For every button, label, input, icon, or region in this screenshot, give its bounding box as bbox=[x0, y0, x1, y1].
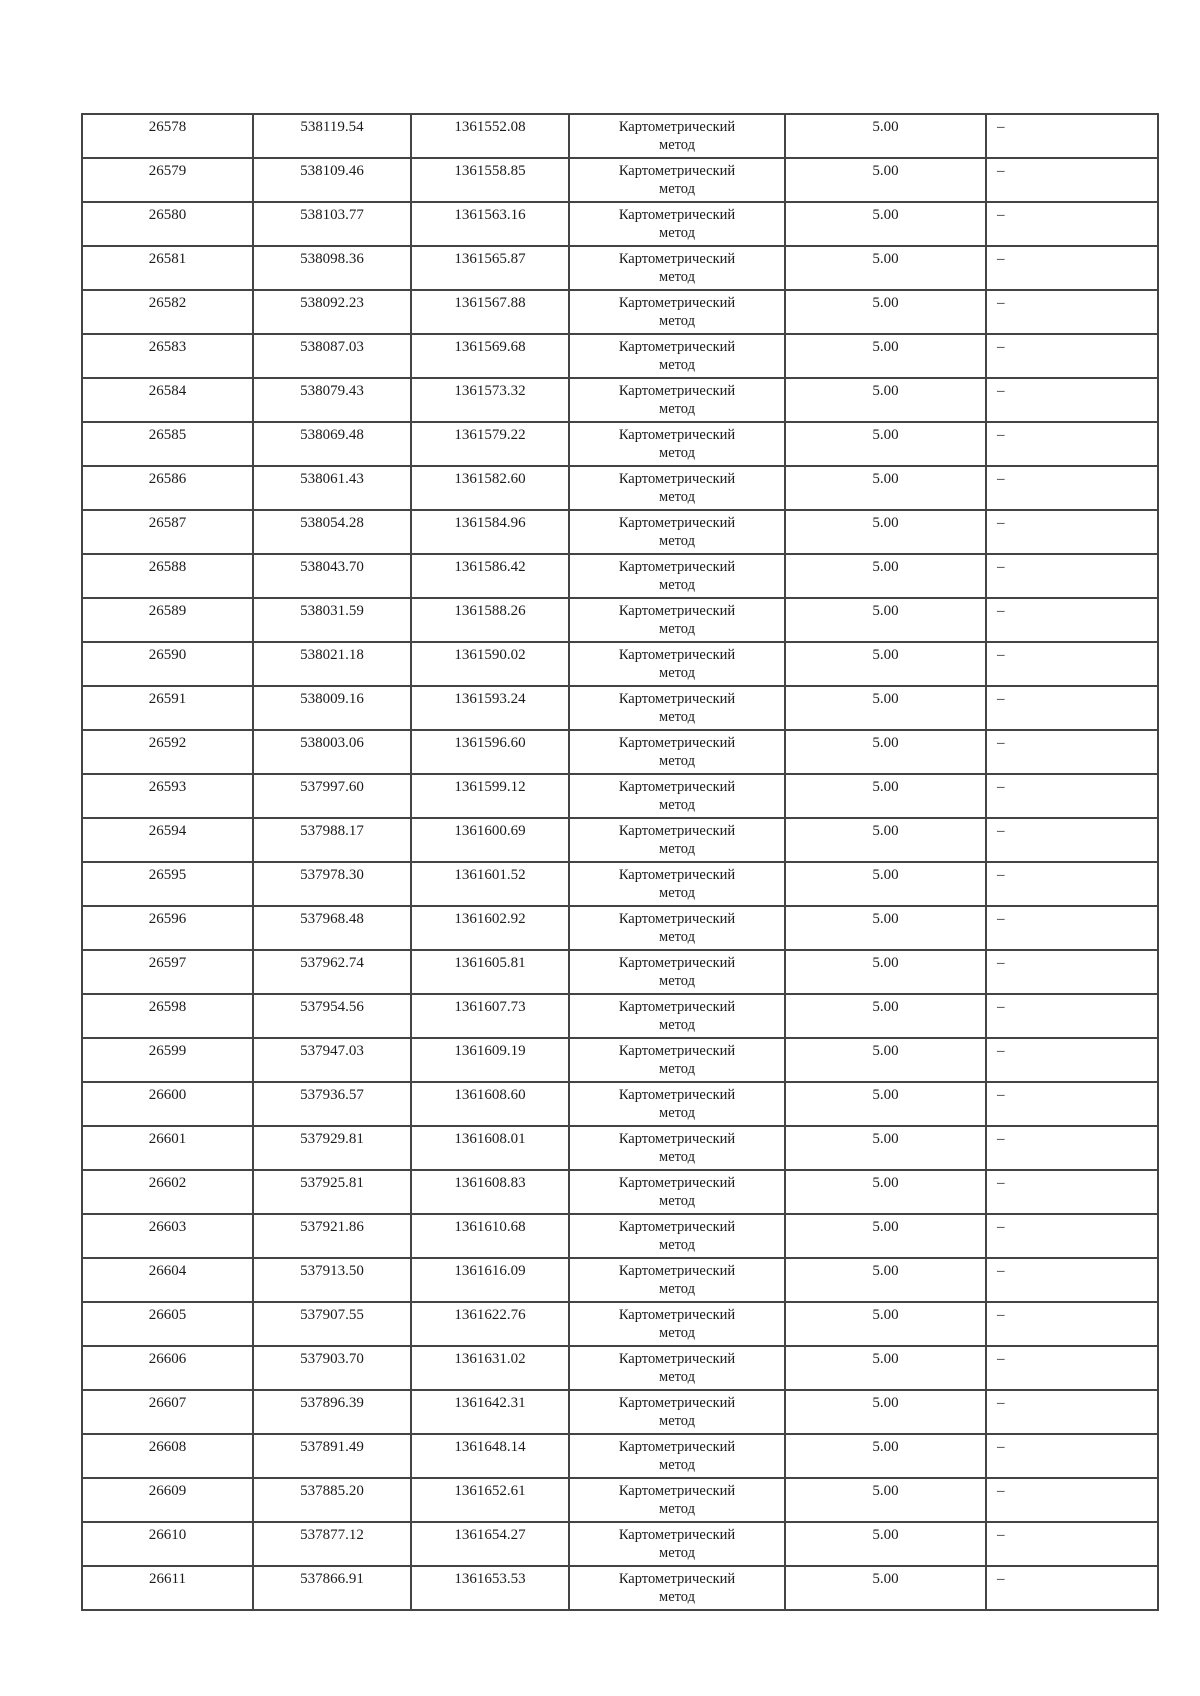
method-cell: Картометрический метод bbox=[569, 422, 785, 466]
table-row bbox=[82, 1302, 1158, 1346]
method-cell: Картометрический метод bbox=[569, 1522, 785, 1566]
table-row bbox=[82, 686, 1158, 730]
method-cell: Картометрический метод bbox=[569, 378, 785, 422]
point-number-cell: 26581 bbox=[82, 246, 253, 290]
error-value-cell: 5.00 bbox=[785, 774, 986, 818]
x-coordinate-cell: 537968.48 bbox=[253, 906, 411, 950]
method-cell: Картометрический метод bbox=[569, 950, 785, 994]
note-cell: – bbox=[986, 378, 1158, 422]
y-coordinate-cell: 1361573.32 bbox=[411, 378, 569, 422]
x-coordinate-cell: 537929.81 bbox=[253, 1126, 411, 1170]
table-row bbox=[82, 1478, 1158, 1522]
error-value-cell: 5.00 bbox=[785, 1522, 986, 1566]
table-row bbox=[82, 290, 1158, 334]
method-cell: Картометрический метод bbox=[569, 1434, 785, 1478]
error-value-cell: 5.00 bbox=[785, 114, 986, 158]
note-cell: – bbox=[986, 1390, 1158, 1434]
method-cell: Картометрический метод bbox=[569, 1302, 785, 1346]
error-value-cell: 5.00 bbox=[785, 1478, 986, 1522]
table-row bbox=[82, 1082, 1158, 1126]
note-cell: – bbox=[986, 1522, 1158, 1566]
y-coordinate-cell: 1361601.52 bbox=[411, 862, 569, 906]
table-row bbox=[82, 378, 1158, 422]
method-cell: Картометрический метод bbox=[569, 1346, 785, 1390]
y-coordinate-cell: 1361622.76 bbox=[411, 1302, 569, 1346]
y-coordinate-cell: 1361593.24 bbox=[411, 686, 569, 730]
y-coordinate-cell: 1361600.69 bbox=[411, 818, 569, 862]
point-number-cell: 26596 bbox=[82, 906, 253, 950]
note-cell: – bbox=[986, 1434, 1158, 1478]
method-cell: Картометрический метод bbox=[569, 334, 785, 378]
note-cell: – bbox=[986, 774, 1158, 818]
x-coordinate-cell: 538021.18 bbox=[253, 642, 411, 686]
note-cell: – bbox=[986, 1214, 1158, 1258]
point-number-cell: 26604 bbox=[82, 1258, 253, 1302]
x-coordinate-cell: 538087.03 bbox=[253, 334, 411, 378]
y-coordinate-cell: 1361582.60 bbox=[411, 466, 569, 510]
x-coordinate-cell: 538069.48 bbox=[253, 422, 411, 466]
method-cell: Картометрический метод bbox=[569, 774, 785, 818]
note-cell: – bbox=[986, 1170, 1158, 1214]
y-coordinate-cell: 1361642.31 bbox=[411, 1390, 569, 1434]
y-coordinate-cell: 1361596.60 bbox=[411, 730, 569, 774]
x-coordinate-cell: 537954.56 bbox=[253, 994, 411, 1038]
error-value-cell: 5.00 bbox=[785, 598, 986, 642]
y-coordinate-cell: 1361608.01 bbox=[411, 1126, 569, 1170]
point-number-cell: 26587 bbox=[82, 510, 253, 554]
note-cell: – bbox=[986, 554, 1158, 598]
point-number-cell: 26590 bbox=[82, 642, 253, 686]
x-coordinate-cell: 537962.74 bbox=[253, 950, 411, 994]
coordinates-table-body bbox=[82, 114, 1158, 1610]
y-coordinate-cell: 1361588.26 bbox=[411, 598, 569, 642]
error-value-cell: 5.00 bbox=[785, 1346, 986, 1390]
y-coordinate-cell: 1361607.73 bbox=[411, 994, 569, 1038]
method-cell: Картометрический метод bbox=[569, 906, 785, 950]
table-row bbox=[82, 1126, 1158, 1170]
x-coordinate-cell: 537978.30 bbox=[253, 862, 411, 906]
note-cell: – bbox=[986, 290, 1158, 334]
note-cell: – bbox=[986, 642, 1158, 686]
table-row bbox=[82, 774, 1158, 818]
x-coordinate-cell: 537866.91 bbox=[253, 1566, 411, 1610]
method-cell: Картометрический метод bbox=[569, 686, 785, 730]
note-cell: – bbox=[986, 510, 1158, 554]
table-row bbox=[82, 510, 1158, 554]
x-coordinate-cell: 538043.70 bbox=[253, 554, 411, 598]
x-coordinate-cell: 537913.50 bbox=[253, 1258, 411, 1302]
point-number-cell: 26594 bbox=[82, 818, 253, 862]
note-cell: – bbox=[986, 818, 1158, 862]
error-value-cell: 5.00 bbox=[785, 1170, 986, 1214]
x-coordinate-cell: 538098.36 bbox=[253, 246, 411, 290]
method-cell: Картометрический метод bbox=[569, 598, 785, 642]
method-cell: Картометрический метод bbox=[569, 730, 785, 774]
table-row bbox=[82, 818, 1158, 862]
x-coordinate-cell: 537997.60 bbox=[253, 774, 411, 818]
note-cell: – bbox=[986, 1346, 1158, 1390]
y-coordinate-cell: 1361653.53 bbox=[411, 1566, 569, 1610]
point-number-cell: 26599 bbox=[82, 1038, 253, 1082]
y-coordinate-cell: 1361558.85 bbox=[411, 158, 569, 202]
x-coordinate-cell: 538092.23 bbox=[253, 290, 411, 334]
error-value-cell: 5.00 bbox=[785, 686, 986, 730]
point-number-cell: 26586 bbox=[82, 466, 253, 510]
table-row bbox=[82, 642, 1158, 686]
point-number-cell: 26603 bbox=[82, 1214, 253, 1258]
y-coordinate-cell: 1361609.19 bbox=[411, 1038, 569, 1082]
error-value-cell: 5.00 bbox=[785, 290, 986, 334]
table-row bbox=[82, 1170, 1158, 1214]
x-coordinate-cell: 537896.39 bbox=[253, 1390, 411, 1434]
method-cell: Картометрический метод bbox=[569, 1258, 785, 1302]
point-number-cell: 26580 bbox=[82, 202, 253, 246]
y-coordinate-cell: 1361590.02 bbox=[411, 642, 569, 686]
error-value-cell: 5.00 bbox=[785, 730, 986, 774]
point-number-cell: 26607 bbox=[82, 1390, 253, 1434]
y-coordinate-cell: 1361605.81 bbox=[411, 950, 569, 994]
error-value-cell: 5.00 bbox=[785, 554, 986, 598]
method-cell: Картометрический метод bbox=[569, 862, 785, 906]
note-cell: – bbox=[986, 1082, 1158, 1126]
error-value-cell: 5.00 bbox=[785, 1258, 986, 1302]
error-value-cell: 5.00 bbox=[785, 994, 986, 1038]
note-cell: – bbox=[986, 950, 1158, 994]
x-coordinate-cell: 537988.17 bbox=[253, 818, 411, 862]
method-cell: Картометрический метод bbox=[569, 1126, 785, 1170]
y-coordinate-cell: 1361599.12 bbox=[411, 774, 569, 818]
error-value-cell: 5.00 bbox=[785, 1082, 986, 1126]
method-cell: Картометрический метод bbox=[569, 202, 785, 246]
error-value-cell: 5.00 bbox=[785, 1390, 986, 1434]
x-coordinate-cell: 537921.86 bbox=[253, 1214, 411, 1258]
table-row bbox=[82, 1566, 1158, 1610]
note-cell: – bbox=[986, 730, 1158, 774]
x-coordinate-cell: 538003.06 bbox=[253, 730, 411, 774]
y-coordinate-cell: 1361567.88 bbox=[411, 290, 569, 334]
method-cell: Картометрический метод bbox=[569, 1038, 785, 1082]
y-coordinate-cell: 1361654.27 bbox=[411, 1522, 569, 1566]
method-cell: Картометрический метод bbox=[569, 1390, 785, 1434]
error-value-cell: 5.00 bbox=[785, 466, 986, 510]
method-cell: Картометрический метод bbox=[569, 642, 785, 686]
point-number-cell: 26591 bbox=[82, 686, 253, 730]
note-cell: – bbox=[986, 114, 1158, 158]
table-row bbox=[82, 466, 1158, 510]
method-cell: Картометрический метод bbox=[569, 554, 785, 598]
note-cell: – bbox=[986, 994, 1158, 1038]
table-row bbox=[82, 906, 1158, 950]
x-coordinate-cell: 538031.59 bbox=[253, 598, 411, 642]
method-cell: Картометрический метод bbox=[569, 158, 785, 202]
error-value-cell: 5.00 bbox=[785, 1038, 986, 1082]
x-coordinate-cell: 537891.49 bbox=[253, 1434, 411, 1478]
point-number-cell: 26579 bbox=[82, 158, 253, 202]
table-row bbox=[82, 1522, 1158, 1566]
table-row bbox=[82, 598, 1158, 642]
y-coordinate-cell: 1361552.08 bbox=[411, 114, 569, 158]
note-cell: – bbox=[986, 334, 1158, 378]
x-coordinate-cell: 537947.03 bbox=[253, 1038, 411, 1082]
x-coordinate-cell: 537885.20 bbox=[253, 1478, 411, 1522]
x-coordinate-cell: 538119.54 bbox=[253, 114, 411, 158]
table-row bbox=[82, 862, 1158, 906]
method-cell: Картометрический метод bbox=[569, 290, 785, 334]
note-cell: – bbox=[986, 1302, 1158, 1346]
note-cell: – bbox=[986, 1126, 1158, 1170]
method-cell: Картометрический метод bbox=[569, 246, 785, 290]
table-row bbox=[82, 246, 1158, 290]
note-cell: – bbox=[986, 862, 1158, 906]
error-value-cell: 5.00 bbox=[785, 158, 986, 202]
table-row bbox=[82, 730, 1158, 774]
y-coordinate-cell: 1361579.22 bbox=[411, 422, 569, 466]
x-coordinate-cell: 537903.70 bbox=[253, 1346, 411, 1390]
y-coordinate-cell: 1361610.68 bbox=[411, 1214, 569, 1258]
table-row bbox=[82, 158, 1158, 202]
point-number-cell: 26584 bbox=[82, 378, 253, 422]
y-coordinate-cell: 1361608.83 bbox=[411, 1170, 569, 1214]
error-value-cell: 5.00 bbox=[785, 422, 986, 466]
method-cell: Картометрический метод bbox=[569, 818, 785, 862]
x-coordinate-cell: 538109.46 bbox=[253, 158, 411, 202]
point-number-cell: 26589 bbox=[82, 598, 253, 642]
table-row bbox=[82, 1038, 1158, 1082]
note-cell: – bbox=[986, 202, 1158, 246]
point-number-cell: 26601 bbox=[82, 1126, 253, 1170]
point-number-cell: 26583 bbox=[82, 334, 253, 378]
note-cell: – bbox=[986, 466, 1158, 510]
table-row bbox=[82, 1434, 1158, 1478]
point-number-cell: 26610 bbox=[82, 1522, 253, 1566]
table-row bbox=[82, 422, 1158, 466]
x-coordinate-cell: 537925.81 bbox=[253, 1170, 411, 1214]
table-row bbox=[82, 950, 1158, 994]
y-coordinate-cell: 1361563.16 bbox=[411, 202, 569, 246]
point-number-cell: 26595 bbox=[82, 862, 253, 906]
x-coordinate-cell: 538054.28 bbox=[253, 510, 411, 554]
note-cell: – bbox=[986, 686, 1158, 730]
error-value-cell: 5.00 bbox=[785, 818, 986, 862]
y-coordinate-cell: 1361608.60 bbox=[411, 1082, 569, 1126]
point-number-cell: 26588 bbox=[82, 554, 253, 598]
note-cell: – bbox=[986, 598, 1158, 642]
x-coordinate-cell: 537936.57 bbox=[253, 1082, 411, 1126]
x-coordinate-cell: 538103.77 bbox=[253, 202, 411, 246]
coordinates-table bbox=[81, 113, 1159, 1611]
y-coordinate-cell: 1361616.09 bbox=[411, 1258, 569, 1302]
error-value-cell: 5.00 bbox=[785, 334, 986, 378]
method-cell: Картометрический метод bbox=[569, 114, 785, 158]
y-coordinate-cell: 1361569.68 bbox=[411, 334, 569, 378]
error-value-cell: 5.00 bbox=[785, 1566, 986, 1610]
error-value-cell: 5.00 bbox=[785, 642, 986, 686]
method-cell: Картометрический метод bbox=[569, 1170, 785, 1214]
point-number-cell: 26605 bbox=[82, 1302, 253, 1346]
method-cell: Картометрический метод bbox=[569, 510, 785, 554]
y-coordinate-cell: 1361631.02 bbox=[411, 1346, 569, 1390]
y-coordinate-cell: 1361565.87 bbox=[411, 246, 569, 290]
note-cell: – bbox=[986, 1038, 1158, 1082]
table-row bbox=[82, 1346, 1158, 1390]
error-value-cell: 5.00 bbox=[785, 1214, 986, 1258]
error-value-cell: 5.00 bbox=[785, 1434, 986, 1478]
error-value-cell: 5.00 bbox=[785, 906, 986, 950]
point-number-cell: 26609 bbox=[82, 1478, 253, 1522]
table-row bbox=[82, 1390, 1158, 1434]
point-number-cell: 26602 bbox=[82, 1170, 253, 1214]
note-cell: – bbox=[986, 1258, 1158, 1302]
error-value-cell: 5.00 bbox=[785, 950, 986, 994]
x-coordinate-cell: 537877.12 bbox=[253, 1522, 411, 1566]
error-value-cell: 5.00 bbox=[785, 378, 986, 422]
table-row bbox=[82, 334, 1158, 378]
method-cell: Картометрический метод bbox=[569, 466, 785, 510]
point-number-cell: 26608 bbox=[82, 1434, 253, 1478]
y-coordinate-cell: 1361602.92 bbox=[411, 906, 569, 950]
point-number-cell: 26606 bbox=[82, 1346, 253, 1390]
table-row bbox=[82, 1214, 1158, 1258]
y-coordinate-cell: 1361652.61 bbox=[411, 1478, 569, 1522]
x-coordinate-cell: 537907.55 bbox=[253, 1302, 411, 1346]
x-coordinate-cell: 538009.16 bbox=[253, 686, 411, 730]
point-number-cell: 26593 bbox=[82, 774, 253, 818]
point-number-cell: 26598 bbox=[82, 994, 253, 1038]
error-value-cell: 5.00 bbox=[785, 862, 986, 906]
table-row bbox=[82, 1258, 1158, 1302]
note-cell: – bbox=[986, 158, 1158, 202]
method-cell: Картометрический метод bbox=[569, 1214, 785, 1258]
y-coordinate-cell: 1361584.96 bbox=[411, 510, 569, 554]
note-cell: – bbox=[986, 906, 1158, 950]
method-cell: Картометрический метод bbox=[569, 994, 785, 1038]
table-row bbox=[82, 994, 1158, 1038]
note-cell: – bbox=[986, 246, 1158, 290]
error-value-cell: 5.00 bbox=[785, 246, 986, 290]
table-row bbox=[82, 114, 1158, 158]
table-row bbox=[82, 202, 1158, 246]
note-cell: – bbox=[986, 422, 1158, 466]
point-number-cell: 26585 bbox=[82, 422, 253, 466]
x-coordinate-cell: 538079.43 bbox=[253, 378, 411, 422]
note-cell: – bbox=[986, 1478, 1158, 1522]
point-number-cell: 26592 bbox=[82, 730, 253, 774]
error-value-cell: 5.00 bbox=[785, 1302, 986, 1346]
error-value-cell: 5.00 bbox=[785, 202, 986, 246]
y-coordinate-cell: 1361586.42 bbox=[411, 554, 569, 598]
method-cell: Картометрический метод bbox=[569, 1566, 785, 1610]
point-number-cell: 26582 bbox=[82, 290, 253, 334]
point-number-cell: 26578 bbox=[82, 114, 253, 158]
y-coordinate-cell: 1361648.14 bbox=[411, 1434, 569, 1478]
error-value-cell: 5.00 bbox=[785, 510, 986, 554]
point-number-cell: 26600 bbox=[82, 1082, 253, 1126]
table-row bbox=[82, 554, 1158, 598]
error-value-cell: 5.00 bbox=[785, 1126, 986, 1170]
x-coordinate-cell: 538061.43 bbox=[253, 466, 411, 510]
method-cell: Картометрический метод bbox=[569, 1478, 785, 1522]
method-cell: Картометрический метод bbox=[569, 1082, 785, 1126]
point-number-cell: 26611 bbox=[82, 1566, 253, 1610]
note-cell: – bbox=[986, 1566, 1158, 1610]
point-number-cell: 26597 bbox=[82, 950, 253, 994]
